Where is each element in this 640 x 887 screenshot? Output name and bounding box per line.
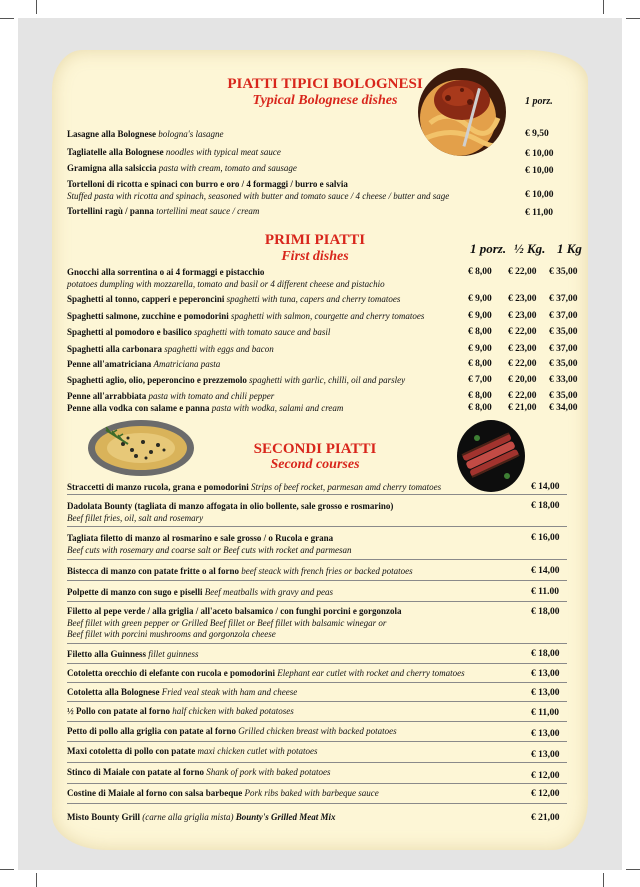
- menu-item: Spaghetti alla carbonara spaghetti with eggs and bacon: [67, 344, 274, 354]
- risotto-truffle-photo: [88, 420, 194, 476]
- menu-item: Lasagne alla Bolognese bologna's lasagne: [67, 129, 224, 139]
- menu-item: Penne alla vodka con salame e panna pasta with wodka, salami and cream: [67, 403, 344, 413]
- divider: [67, 559, 567, 560]
- menu-item: Spaghetti al tonno, capperi e peperoncini spaghetti with tuna, capers and cherry tomatoes: [67, 294, 401, 304]
- crop-mark: [626, 18, 640, 19]
- item-price: € 10,00: [525, 149, 554, 159]
- menu-item: Spaghetti salmone, zucchine e pomodorini spaghetti with salmon, courgette and cherry tomatoes: [67, 311, 425, 321]
- tagliatelle-bolognese-photo: [418, 68, 506, 156]
- menu-item: Spaghetti al pomodoro e basilico spaghetti with tomato sauce and basil: [67, 327, 331, 337]
- item-price: € 13,00: [531, 669, 560, 679]
- item-price: € 12,00: [531, 771, 560, 781]
- menu-item: Spaghetti aglio, olio, peperoncino e prezzemolo spaghetti with garlic, chilli, oil and parsley: [67, 375, 406, 385]
- section2-subtitle: First dishes: [281, 249, 349, 264]
- divider: [67, 580, 567, 581]
- menu-item: Penne all'amatriciana Amatriciana pasta: [67, 359, 221, 369]
- menu-item: Gnocchi alla sorrentina o ai 4 formaggi e pistacchio potatoes dumpling with mozzarella, tomato and basil or 4 different cheese and pistachio: [67, 267, 385, 289]
- price-1-porz: € 9,00: [468, 311, 492, 321]
- item-price: € 10,00: [525, 190, 554, 200]
- divider: [67, 721, 567, 722]
- divider: [67, 701, 567, 702]
- item-price: € 13,00: [531, 729, 560, 739]
- divider: [67, 526, 567, 527]
- price-1-kg: € 33,00: [549, 375, 578, 385]
- price-half-kg: € 20,00: [508, 375, 537, 385]
- menu-item: Cotoletta orecchio di elefante con rucola e pomodorini Elephant ear cutlet with rocket and cherry tomatoes: [67, 668, 465, 678]
- section3-title: SECONDI PIATTI: [253, 441, 377, 457]
- item-price: € 9,50: [525, 129, 549, 139]
- price-1-kg: € 37,00: [549, 311, 578, 321]
- crop-mark: [626, 869, 640, 870]
- sliced-steak-photo: [457, 420, 525, 492]
- divider: [67, 741, 567, 742]
- menu-item: ½ Pollo con patate al forno half chicken with baked potatoses: [67, 706, 294, 716]
- price-1-kg: € 35,00: [549, 267, 578, 277]
- menu-item: Maxi cotoletta di pollo con patate maxi chicken cutlet with potatoes: [67, 746, 318, 756]
- section2-title: PRIMI PIATTI: [264, 232, 366, 248]
- item-price: € 11.00: [531, 587, 559, 597]
- menu-item: Dadolata Bounty (tagliata di manzo affogata in olio bollente, sale grosso e rosmarino) Beef fillet fries, oil, salt and rosemary: [67, 501, 394, 523]
- price-half-kg: € 22,00: [508, 391, 537, 401]
- menu-item: Polpette di manzo con sugo e piselli Beef meatballs with gravy and peas: [67, 587, 333, 597]
- item-price: € 18,00: [531, 501, 560, 511]
- divider: [67, 803, 567, 804]
- section2-col2-header: ½ Kg.: [514, 241, 546, 256]
- menu-item: Costine di Maiale al forno con salsa barbeque Pork ribs baked with barbeque sauce: [67, 788, 379, 798]
- price-half-kg: € 22,00: [508, 327, 537, 337]
- section2-col1-header: 1 porz.: [470, 241, 507, 256]
- section3-subtitle: Second courses: [270, 457, 360, 472]
- price-half-kg: € 23,00: [508, 311, 537, 321]
- price-1-kg: € 35,00: [549, 391, 578, 401]
- item-price: € 10,00: [525, 166, 554, 176]
- price-1-porz: € 8,00: [468, 327, 492, 337]
- menu-item: Petto di pollo alla griglia con patate al forno Grilled chicken breast with backed potatoes: [67, 726, 397, 736]
- price-1-porz: € 8,00: [468, 403, 492, 413]
- item-price: € 14,00: [531, 566, 560, 576]
- divider: [67, 643, 567, 644]
- menu-item: Bistecca di manzo con patate fritte o al forno beef steack with french fries or backed potatoes: [67, 566, 413, 576]
- menu-item: Misto Bounty Grill (carne alla griglia mista) Bounty's Grilled Meat Mix: [67, 812, 336, 822]
- price-1-porz: € 8,00: [468, 391, 492, 401]
- section1-subtitle: Typical Bolognese dishes: [252, 93, 398, 108]
- price-1-porz: € 9,00: [468, 294, 492, 304]
- divider: [67, 494, 567, 495]
- crop-mark: [0, 869, 14, 870]
- price-1-porz: € 7,00: [468, 375, 492, 385]
- divider: [67, 783, 567, 784]
- crop-mark: [0, 18, 14, 19]
- crop-mark: [36, 0, 37, 14]
- divider: [67, 762, 567, 763]
- price-1-kg: € 37,00: [549, 294, 578, 304]
- price-half-kg: € 23,00: [508, 294, 537, 304]
- price-half-kg: € 22,00: [508, 359, 537, 369]
- menu-item: Tortelloni di ricotta e spinaci con burro e oro / 4 formaggi / burro e salvia Stuffed pasta with ricotta and spinach, seasoned with butter and tomato sauce / 4 cheese / butter and sage: [67, 179, 450, 201]
- item-price: € 13,00: [531, 750, 560, 760]
- menu-item: Tagliata filetto di manzo al rosmarino e sale grosso / o Rucola e grana Beef cuts with rosemary and coarse salt or Beef cuts with rocket and parmesan: [67, 533, 352, 555]
- section2-col3-header: 1 Kg: [557, 241, 582, 256]
- crop-mark: [603, 0, 604, 14]
- price-1-porz: € 9,00: [468, 344, 492, 354]
- price-1-porz: € 8,00: [468, 359, 492, 369]
- item-price: € 11,00: [525, 208, 553, 218]
- menu-item: Filetto al pepe verde / alla griglia / all'aceto balsamico / con funghi porcini e gorgonzola Beef fillet with green pepper or Grilled Beef fillet or Beef fillet with balsamic winegar or Beef fillet with porcini mushrooms and gorgonzola cheese: [67, 606, 402, 639]
- price-1-porz: € 8,00: [468, 267, 492, 277]
- divider: [67, 682, 567, 683]
- menu-item: Straccetti di manzo rucola, grana e pomodorini Strips of beef rocket, parmesan amd cherry tomatoes: [67, 482, 442, 492]
- item-price: € 11,00: [531, 708, 559, 718]
- price-1-kg: € 37,00: [549, 344, 578, 354]
- item-price: € 14,00: [531, 482, 560, 492]
- menu-item: Tortellini ragù / panna tortellini meat sauce / cream: [67, 206, 260, 216]
- section1-title: PIATTI TIPICI BOLOGNESI: [227, 76, 423, 92]
- item-price: € 18,00: [531, 607, 560, 617]
- menu-item: Tagliatelle alla Bolognese noodles with typical meat sauce: [67, 147, 281, 157]
- menu-item: Cotoletta alla Bolognese Fried veal steak with ham and cheese: [67, 687, 298, 697]
- price-1-kg: € 35,00: [549, 327, 578, 337]
- item-price: € 12,00: [531, 789, 560, 799]
- item-price: € 16,00: [531, 533, 560, 543]
- price-half-kg: € 22,00: [508, 267, 537, 277]
- item-price: € 21,00: [531, 813, 560, 823]
- divider: [67, 601, 567, 602]
- price-1-kg: € 35,00: [549, 359, 578, 369]
- item-price: € 18,00: [531, 649, 560, 659]
- menu-item: Filetto alla Guinness fillet guinness: [67, 649, 199, 659]
- menu-item: Gramigna alla salsiccia pasta with cream, tomato and sausage: [67, 163, 297, 173]
- section1-col-header: 1 porz.: [525, 96, 553, 107]
- menu-item: Stinco di Maiale con patate al forno Shank of pork with baked potatoes: [67, 767, 331, 777]
- divider: [67, 663, 567, 664]
- item-price: € 13,00: [531, 688, 560, 698]
- menu-item: Penne all'arrabbiata pasta with tomato and chili pepper: [67, 391, 275, 401]
- crop-mark: [603, 873, 604, 887]
- crop-mark: [36, 873, 37, 887]
- price-half-kg: € 23,00: [508, 344, 537, 354]
- price-1-kg: € 34,00: [549, 403, 578, 413]
- price-half-kg: € 21,00: [508, 403, 537, 413]
